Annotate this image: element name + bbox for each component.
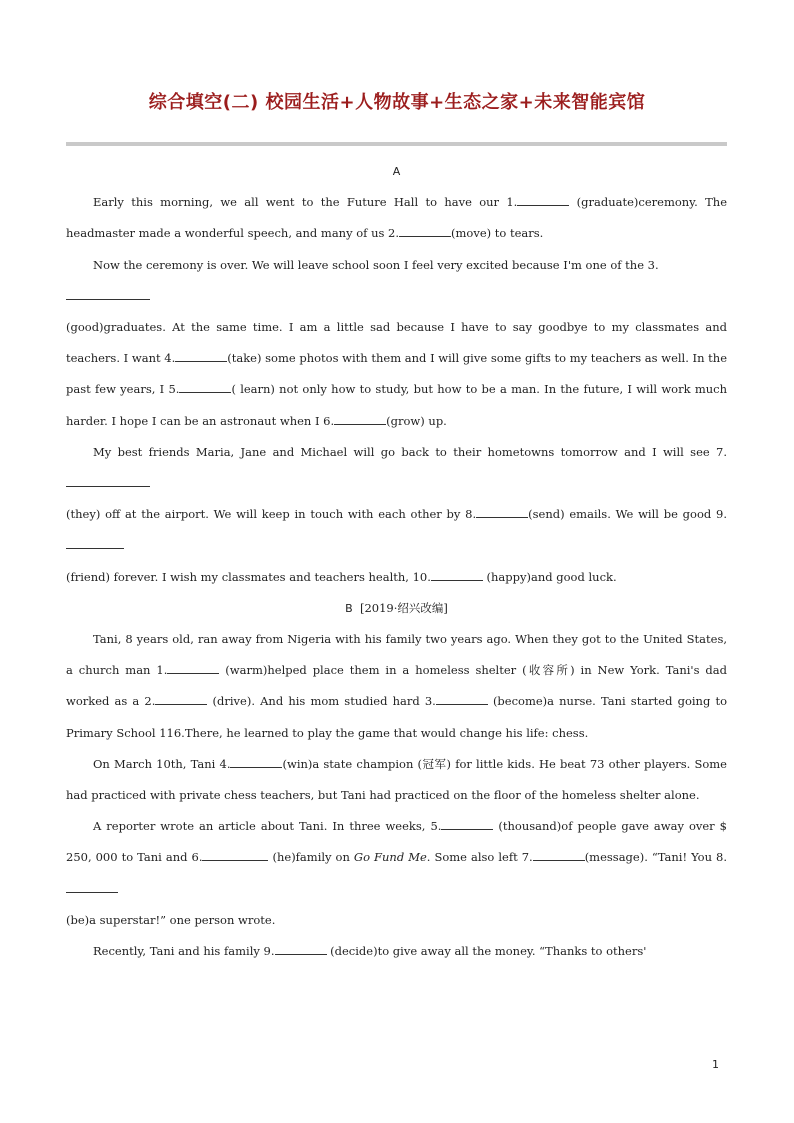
text-run: Early this morning, we all went to the Future Hall to have our 1. — [93, 195, 518, 210]
text-run: (move) to tears. — [451, 226, 544, 241]
text-run: (he)family on — [268, 850, 354, 865]
section-a-paragraph-2 — [66, 250, 727, 312]
blank-a2[interactable] — [399, 224, 451, 237]
section-b-paragraph-1 — [66, 624, 727, 749]
section-b-heading — [66, 593, 727, 624]
blank-b4[interactable] — [230, 755, 282, 768]
text-run: (win)a state champion (冠军) for little kids. He beat 73 other players. Some had practiced with private chess teachers, but Tani had practiced on the floor of the homeless shelter alone. — [66, 756, 727, 803]
blank-b3[interactable] — [436, 692, 488, 705]
blank-a5[interactable] — [179, 380, 231, 393]
section-b-label: B — [345, 601, 353, 615]
text-run: (take) some photos with them and I will give some gifts to my teachers as well. In the past few years, I 5. — [66, 351, 728, 397]
section-a-paragraph-4 — [66, 437, 727, 499]
blank-a7[interactable] — [66, 474, 150, 487]
page-number: 1 — [712, 1058, 719, 1071]
text-run: (warm)helped place them in a homeless shelter (收容所) in New York. Tani's dad worked as a 2. — [66, 663, 727, 709]
text-run: Now the ceremony is over. We will leave school soon I feel very excited because I'm one of the 3. — [93, 257, 659, 272]
blank-a8[interactable] — [476, 505, 528, 518]
website-name: Go Fund Me — [353, 850, 427, 865]
section-b-source: [2019·绍兴改编] — [359, 600, 448, 615]
blank-b7[interactable] — [533, 848, 585, 861]
text-run: (happy)and good luck. — [482, 569, 617, 584]
blank-a6[interactable] — [334, 412, 386, 425]
blank-a4[interactable] — [175, 349, 227, 362]
text-run: A reporter wrote an article about Tani. In three weeks, 5. — [93, 819, 442, 834]
blank-b1[interactable] — [167, 661, 219, 674]
blank-a9[interactable] — [66, 536, 124, 549]
text-run: (drive). And his mom studied hard 3. — [207, 694, 436, 709]
text-run: (decide)to give away all the money. “Thanks to others' — [326, 944, 647, 959]
text-run: (send) emails. We will be good 9. — [528, 507, 727, 522]
blank-b5[interactable] — [441, 817, 493, 830]
section-a-paragraph-5 — [66, 499, 727, 561]
text-run: (grow) up. — [386, 413, 447, 428]
document-body — [66, 156, 727, 967]
section-b-paragraph-4 — [66, 905, 727, 936]
section-a-paragraph-3 — [66, 312, 727, 437]
section-b-paragraph-5 — [66, 936, 727, 967]
title-divider — [66, 142, 727, 146]
blank-b9[interactable] — [275, 942, 327, 955]
section-a-label: A — [392, 165, 401, 178]
blank-b8[interactable] — [66, 880, 118, 893]
blank-a10[interactable] — [431, 568, 483, 581]
blank-a3[interactable] — [66, 287, 150, 300]
section-b-paragraph-3 — [66, 811, 727, 905]
page-title: 综合填空(二) 校园生活+人物故事+生态之家+未来智能宾馆 — [148, 92, 646, 113]
text-run: (message). “Tani! You 8. — [584, 850, 728, 865]
section-b-paragraph-2 — [66, 749, 727, 811]
text-run: (become)a nurse. Tani started going to Primary School 116.There, he learned to play the game that would change his life: chess. — [66, 694, 728, 740]
text-run: (they) off at the airport. We will keep in touch with each other by 8. — [66, 507, 477, 522]
text-run: ( learn) not only how to study, but how to be a man. In the future, I will work much harder. I hope I can be an astronaut when I 6. — [66, 382, 727, 428]
blank-b6[interactable] — [202, 848, 268, 861]
text-run: (friend) forever. I wish my classmates and teachers health, 10. — [66, 569, 431, 584]
text-run: (good)graduates. At the same time. I am a little sad because I have to say goodbye to my classmates and teachers. I want 4. — [66, 320, 727, 366]
text-run: (graduate)ceremony. The headmaster made a wonderful speech, and many of us 2. — [66, 195, 728, 241]
section-a-paragraph-6 — [66, 562, 727, 593]
text-run: My best friends Maria, Jane and Michael will go back to their hometowns tomorrow and I will see 7. — [93, 444, 727, 459]
text-run: . Some also left 7. — [426, 850, 533, 865]
text-run: Recently, Tani and his family 9. — [93, 944, 275, 959]
text-run: (be)a superstar!” one person wrote. — [66, 912, 276, 927]
section-a-paragraph-1 — [66, 187, 727, 249]
blank-b2[interactable] — [155, 692, 207, 705]
text-run: (thousand)of people gave away over $ 250, 000 to Tani and 6. — [66, 819, 727, 865]
text-run: Tani, 8 years old, ran away from Nigeria with his family two years ago. When they got to the United States, a church man 1. — [66, 632, 727, 678]
text-run: On March 10th, Tani 4. — [93, 756, 231, 771]
blank-a1[interactable] — [517, 193, 569, 206]
